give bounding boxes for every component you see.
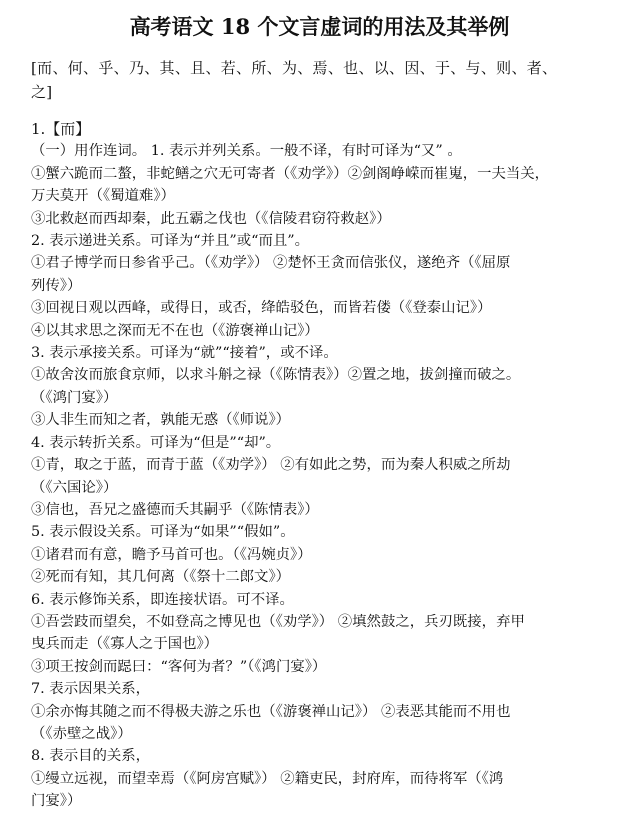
text-line: （《鸿门宴》） <box>31 389 118 406</box>
text-line: ①吾尝跂而望矣，不如登高之博见也（《劝学》） ②填然鼓之，兵刃既接，弃甲 <box>31 613 525 630</box>
text-line: ④以其求思之深而无不在也（《游褒禅山记》） <box>31 322 319 339</box>
function-word-list <box>31 56 626 104</box>
text-line: （《六国论》） <box>31 479 118 496</box>
text-line: ③人非生而知之者，孰能无惑（《师说》） <box>31 412 291 429</box>
section-heading: 1.【而】 <box>31 120 91 138</box>
text-line: 2. 表示递进关系。可译为“并且”或“而且”。 <box>31 233 309 250</box>
section-er <box>31 118 626 813</box>
word-list-line: 之] <box>31 83 53 101</box>
text-line: 列传》） <box>31 277 82 294</box>
text-line: ①青，取之于蓝，而青于蓝（《劝学》） ②有如此之势，而为秦人积威之所劫 <box>31 457 511 474</box>
text-line: ③信也，吾兄之盛德而夭其嗣乎（《陈情表》） <box>31 501 319 518</box>
text-line: ①余亦悔其随之而不得极夫游之乐也（《游褒禅山记》） ②表恶其能而不用也 <box>31 703 511 720</box>
text-line: 3. 表示承接关系。可译为“就”“接着”，或不译。 <box>31 345 338 362</box>
text-line: （《赤壁之战》） <box>31 725 132 742</box>
word-list-line: [而、何、乎、乃、其、且、若、所、为、焉、也、以、因、于、与、则、者、 <box>31 59 558 77</box>
text-line: ③项王按剑而跽曰：“客何为者？”（《鸿门宴》） <box>31 658 327 675</box>
text-line: 4. 表示转折关系。可译为“但是”“却”。 <box>31 434 281 451</box>
text-line: ①故舍汝而旅食京师，以求斗斛之禄（《陈情表》）②置之地，拔剑撞而破之。 <box>31 367 521 384</box>
document-title: 高考语文 18 个文言虚词的用法及其举例 <box>129 14 510 39</box>
text-line: ①诸君而有意，瞻予马首可也。（《冯婉贞》） <box>31 546 312 563</box>
text-line: 8. 表示目的关系， <box>31 748 151 765</box>
text-line: 万夫莫开（《蜀道难》） <box>31 188 175 205</box>
text-line: ①缦立远视，而望幸焉（《阿房宫赋》） ②籍吏民，封府库，而待将军（《鸿 <box>31 770 504 787</box>
text-line: ②死而有知，其几何离（《祭十二郎文》） <box>31 569 291 586</box>
text-line: （一）用作连词。 1. 表示并列关系。一般不译，有时可译为“又” 。 <box>31 143 462 160</box>
text-line: 门宴》） <box>31 793 82 810</box>
text-line: ①蟹六跪而二螯，非蛇鳝之穴无可寄者（《劝学》）②剑阁峥嵘而崔嵬，一夫当关， <box>31 165 550 182</box>
text-line: 5. 表示假设关系。可译为“如果”“假如”。 <box>31 524 295 541</box>
text-line: 6. 表示修饰关系，即连接状语。可不译。 <box>31 591 294 608</box>
text-line: ①君子博学而日参省乎己。（《劝学》） ②楚怀王贪而信张仪，遂绝齐（《屈原 <box>31 255 511 272</box>
text-line: ③北救赵而西却秦，此五霸之伐也（《信陵君窃符救赵》） <box>31 210 391 227</box>
text-line: 曳兵而走（《寡人之于国也》） <box>31 636 219 653</box>
text-line: ③回视日观以西峰，或得日，或否，绛皓驳色，而皆若偻（《登泰山记》） <box>31 300 492 317</box>
text-line: 7. 表示因果关系， <box>31 681 151 698</box>
